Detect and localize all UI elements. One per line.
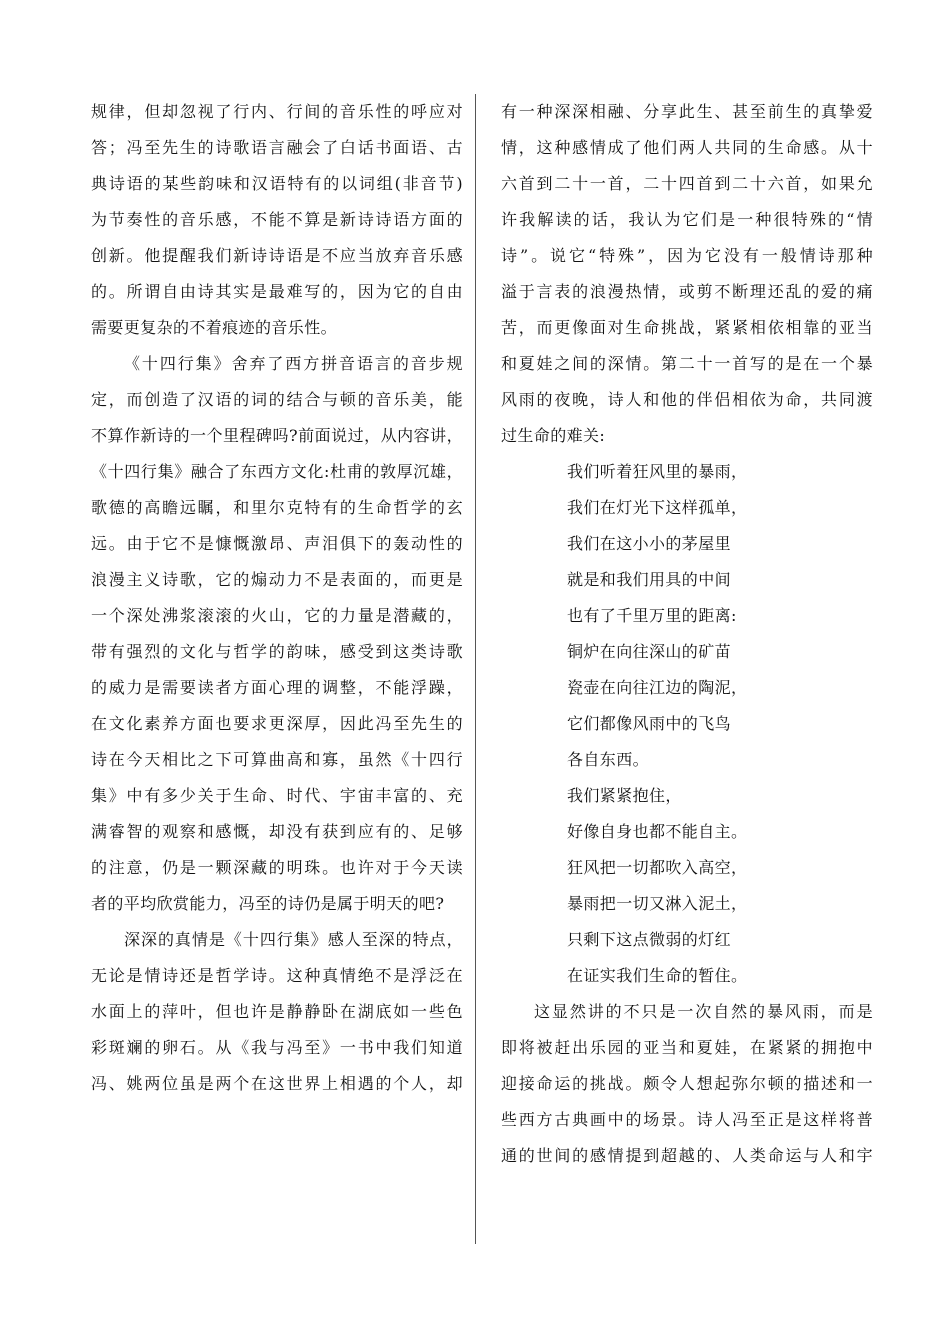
- text-line: 无论是情诗还是哲学诗。这种真情绝不是浮泛在: [91, 966, 463, 985]
- text-line: 迎接命运的挑战。颇令人想起弥尔顿的描述和一: [501, 1074, 873, 1093]
- text-line: 在文化素养方面也要求更深厚，因此冯至先生的: [91, 714, 463, 733]
- text-line: 浪漫主义诗歌，它的煽动力不是表面的，而更是: [91, 570, 463, 589]
- poem-line: 各自东西。: [567, 750, 650, 769]
- text-line: 情，这种感情成了他们两人共同的生命感。从十: [501, 138, 873, 157]
- text-line: 些西方古典画中的场景。诗人冯至正是这样将普: [501, 1110, 873, 1129]
- poem-line: 狂风把一切都吹入高空，: [567, 858, 748, 877]
- poem-block: [501, 454, 873, 994]
- text-line: 彩斑斓的卵石。从《我与冯至》一书中我们知道: [91, 1038, 463, 1057]
- text-line: 有一种深深相融、分享此生、甚至前生的真挚爱: [501, 102, 873, 121]
- text-line: 许我解读的话，我认为它们是一种很特殊的“情: [501, 210, 873, 229]
- text-line: 六首到二十一首，二十四首到二十六首，如果允: [501, 174, 873, 193]
- text-line: 《十四行集》舍弃了西方拼音语言的音步规: [124, 354, 463, 373]
- text-line: 一个深处沸浆滚滚的火山，它的力量是潜藏的，: [91, 606, 463, 625]
- poem-line: 铜炉在向往深山的矿苗: [567, 642, 732, 661]
- poem-line: 在证实我们生命的暂住。: [567, 966, 748, 985]
- text-line: 风雨的夜晚，诗人和他的伴侣相依为命，共同渡: [501, 390, 873, 409]
- right-column: [501, 94, 873, 1174]
- poem-line: 我们听着狂风里的暴雨，: [567, 462, 748, 481]
- poem-line: 只剩下这点微弱的灯红: [567, 930, 732, 949]
- text-line: 规律，但却忽视了行内、行间的音乐性的呼应对: [91, 102, 463, 121]
- text-line: 远。由于它不是慷慨激昂、声泪俱下的轰动性的: [91, 534, 463, 553]
- text-line: 需要更复杂的不着痕迹的音乐性。: [91, 318, 338, 337]
- text-line: 这显然讲的不只是一次自然的暴风雨，而是: [534, 1002, 873, 1021]
- text-line: 冯、姚两位虽是两个在这世界上相遇的个人，却: [91, 1074, 463, 1093]
- text-line: 诗”。说它“特殊”，因为它没有一般情诗那种: [501, 246, 873, 265]
- text-line: 的注意，仍是一颗深藏的明珠。也许对于今天读: [91, 858, 463, 877]
- text-line: 过生命的难关:: [501, 426, 606, 445]
- text-line: 为节奏性的音乐感，不能不算是新诗诗语方面的: [91, 210, 463, 229]
- text-line: 溢于言表的浪漫热情，或剪不断理还乱的爱的痛: [501, 282, 873, 301]
- text-line: 通的世间的感情提到超越的、人类命运与人和宇: [501, 1146, 873, 1165]
- left-column: [91, 94, 463, 1102]
- text-line: 的威力是需要读者方面心理的调整，不能浮躁，: [91, 678, 463, 697]
- text-line: 和夏娃之间的深情。第二十一首写的是在一个暴: [501, 354, 873, 373]
- text-line: 满睿智的观察和感慨，却没有获到应有的、足够: [91, 822, 463, 841]
- poem-line: 我们在灯光下这样孤单，: [567, 498, 748, 517]
- column-divider: [475, 94, 476, 1244]
- text-line: 带有强烈的文化与哲学的韵味，感受到这类诗歌: [91, 642, 463, 661]
- text-line: 集》中有多少关于生命、时代、宇宙丰富的、充: [91, 786, 463, 805]
- text-line: 《十四行集》融合了东西方文化:杜甫的敦厚沉雄，: [91, 462, 463, 481]
- text-line: 定，而创造了汉语的词的结合与顿的音乐美，能: [91, 390, 463, 409]
- text-line: 歌德的高瞻远瞩，和里尔克特有的生命哲学的玄: [91, 498, 463, 517]
- text-line: 不算作新诗的一个里程碑吗?前面说过，从内容讲，: [91, 426, 463, 445]
- text-line: 答；冯至先生的诗歌语言融会了白话书面语、古: [91, 138, 463, 157]
- text-line: 即将被赶出乐园的亚当和夏娃，在紧紧的拥抱中: [501, 1038, 873, 1057]
- poem-line: 它们都像风雨中的飞鸟: [567, 714, 732, 733]
- poem-line: 暴雨把一切又淋入泥土，: [567, 894, 748, 913]
- text-line: 水面上的萍叶，但也许是静静卧在湖底如一些色: [91, 1002, 463, 1021]
- text-line: 诗在今天相比之下可算曲高和寡，虽然《十四行: [91, 750, 463, 769]
- text-line: 深深的真情是《十四行集》感人至深的特点，: [124, 930, 463, 949]
- poem-line: 我们紧紧抱住，: [567, 786, 682, 805]
- text-line: 苦，而更像面对生命挑战，紧紧相依相靠的亚当: [501, 318, 873, 337]
- text-line: 的。所谓自由诗其实是最难写的，因为它的自由: [91, 282, 463, 301]
- poem-line: 也有了千里万里的距离:: [567, 606, 737, 625]
- text-line: 典诗语的某些韵味和汉语特有的以词组(非音节): [91, 174, 463, 193]
- text-line: 创新。他提醒我们新诗诗语是不应当放弃音乐感: [91, 246, 463, 265]
- poem-line: 瓷壶在向往江边的陶泥，: [567, 678, 748, 697]
- poem-line: 就是和我们用具的中间: [567, 570, 732, 589]
- poem-line: 好像自身也都不能自主。: [567, 822, 748, 841]
- poem-line: 我们在这小小的茅屋里: [567, 534, 732, 553]
- text-line: 者的平均欣赏能力，冯至的诗仍是属于明天的吧?: [91, 894, 445, 913]
